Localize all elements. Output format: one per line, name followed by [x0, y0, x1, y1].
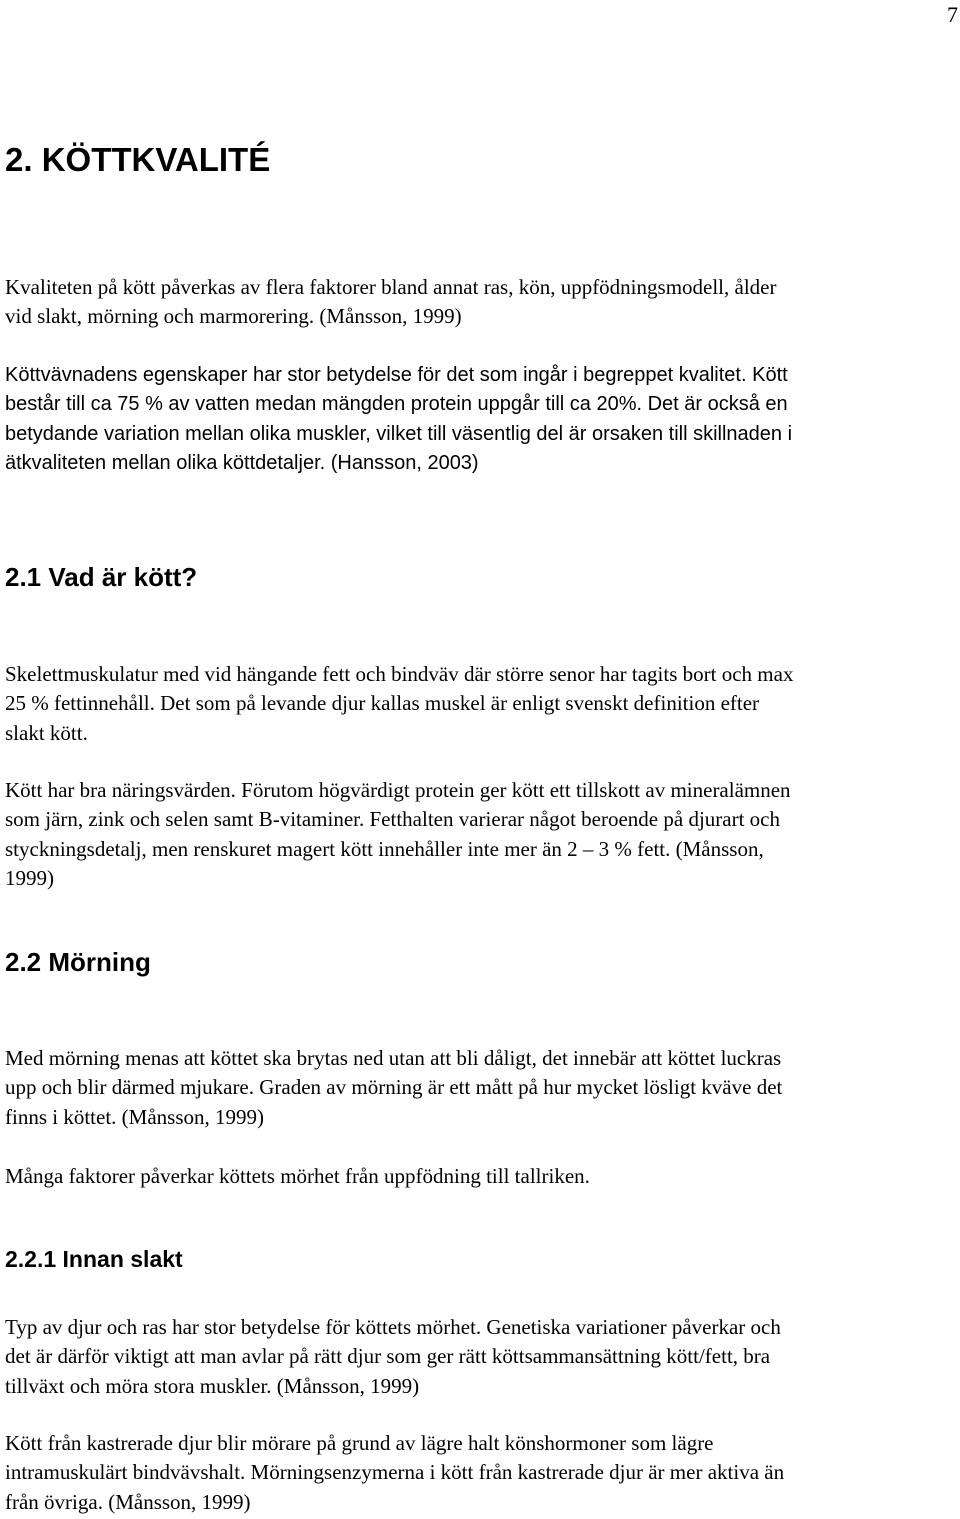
text-line: 1999): [5, 865, 54, 890]
text-run: Det är också en: [642, 393, 788, 416]
text-line: Kött från kastrerade djur blir mörare på grund av lägre halt könshormoner som lägre: [5, 1431, 714, 1455]
text-line: det är därför viktigt att man avlar på rätt djur som ger rätt köttsammansättning kött/fett, bra: [5, 1344, 771, 1369]
nutrition-paragraph: [5, 776, 950, 893]
intro-paragraph: [5, 273, 950, 332]
text-line: betydande variation mellan olika muskler, vilket till väsentlig del är orsaken till skillnaden i: [5, 422, 793, 445]
text-line: ätkvaliteten mellan olika köttdetaljer. (Hansson, 2003): [5, 451, 479, 474]
text-line: intramuskulärt bindvävshalt. Mörningsenzymerna i kött från kastrerade djur är mer aktiva än: [5, 1460, 785, 1485]
text-line: styckningsdetalj, men renskuret magert kött innehåller inte mer än 2 – 3 % fett. (Månsson,: [5, 836, 764, 861]
text-line: Köttvävnadens egenskaper har stor betydelse för det som ingår i begreppet kvalitet. Kött: [5, 364, 788, 386]
section-heading-2-1: 2.1 Vad är kött?: [5, 562, 198, 592]
text-line: tillväxt och möra stora muskler. (Månsson, 1999): [5, 1373, 420, 1398]
text-line: Kvaliteten på kött påverkas av flera faktorer bland annat ras, kön, uppfödningsmodell, ålder: [5, 275, 777, 299]
text-run: består till ca 75 % av vatten medan mängden protein uppgår till ca 20%.: [5, 393, 643, 416]
text-line: slakt kött.: [5, 720, 88, 745]
section-heading-2-2-1: 2.2.1 Innan slakt: [5, 1246, 183, 1272]
page-number: 7: [947, 2, 958, 27]
text-line: [5, 390, 950, 419]
text-line: Med mörning menas att köttet ska brytas ned utan att bli dåligt, det innebär att köttet luckras: [5, 1046, 782, 1070]
text-line: vid slakt, mörning och marmorering. (Månsson, 1999): [5, 304, 462, 329]
text-line: Skelettmuskulatur med vid hängande fett och bindväv där större senor har tagits bort och max: [5, 662, 794, 686]
text-line: finns i köttet. (Månsson, 1999): [5, 1104, 264, 1129]
tissue-paragraph: [5, 361, 950, 478]
text-line: Kött har bra näringsvärden. Förutom högvärdigt protein ger kött ett tillskott av mineralämnen: [5, 778, 791, 802]
breed-paragraph: [5, 1313, 950, 1401]
text-line: som järn, zink och selen samt B-vitaminer. Fetthalten varierar något beroende på djurart och: [5, 807, 780, 832]
meat-definition-paragraph: [5, 660, 950, 748]
section-heading-2-2: 2.2 Mörning: [5, 947, 151, 977]
text-line: 25 % fettinnehåll. Det som på levande djur kallas muskel är enligt svenskt definition efter: [5, 691, 760, 716]
chapter-heading: 2. KÖTTKVALITÉ: [5, 141, 271, 178]
text-line: Många faktorer påverkar köttets mörhet från uppfödning till tallriken.: [5, 1164, 590, 1188]
aging-paragraph: [5, 1044, 950, 1132]
castration-paragraph: [5, 1429, 950, 1517]
factors-paragraph: [5, 1162, 950, 1191]
text-line: upp och blir därmed mjukare. Graden av mörning är ett mått på hur mycket lösligt kväve det: [5, 1075, 783, 1100]
text-line: Typ av djur och ras har stor betydelse för köttets mörhet. Genetiska variationer påverkar och: [5, 1315, 781, 1339]
text-line: från övriga. (Månsson, 1999): [5, 1489, 251, 1514]
